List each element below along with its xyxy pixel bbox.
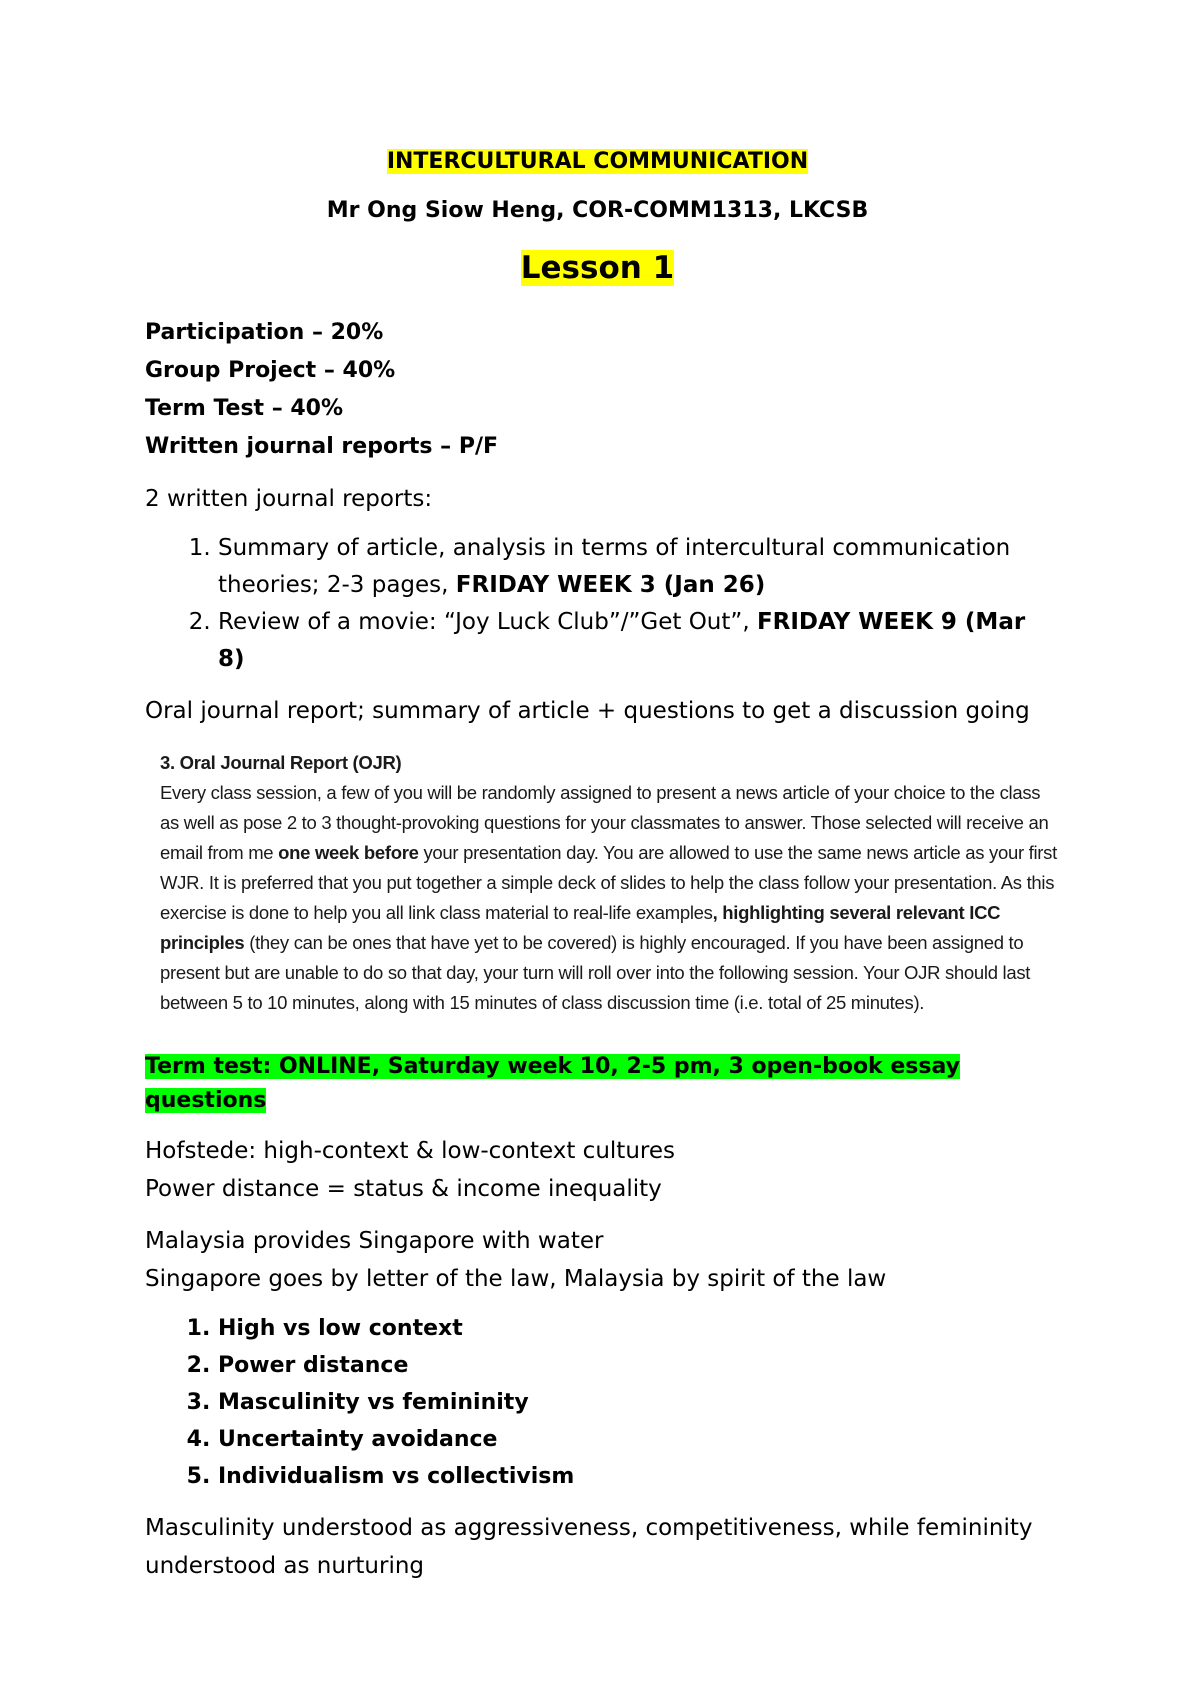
course-subtitle: Mr Ong Siow Heng, COR-COMM1313, LKCSB: [326, 198, 869, 223]
list-item: 2. Power distance: [218, 1347, 1050, 1384]
note-line: Power distance = status & income inequality: [145, 1176, 662, 1202]
grading-breakdown: [145, 314, 1050, 466]
closing-note: Masculinity understood as aggressiveness, competitiveness, while femininity understood as nurturing: [145, 1515, 1033, 1579]
ojr-bold-text: , highlighting several relevant ICC principles: [160, 902, 1001, 953]
lesson-heading: [145, 246, 1050, 290]
term-test-highlight: Term test: ONLINE, Saturday week 10, 2-5 pm, 3 open-book essay questions: [145, 1054, 960, 1113]
report-description: Review of a movie: “Joy Luck Club”/”Get Out”,: [218, 609, 757, 635]
grading-item: Group Project – 40%: [145, 358, 396, 383]
grading-item: Term Test – 40%: [145, 396, 344, 421]
list-item: 5. Individualism vs collectivism: [218, 1458, 1050, 1495]
written-reports-list: [145, 530, 1050, 678]
list-item: [218, 604, 1050, 678]
ojr-body: [160, 778, 1060, 1018]
note-line: Singapore goes by letter of the law, Malaysia by spirit of the law: [145, 1266, 887, 1292]
ojr-text: Every class session, a few of you will be randomly assigned to present a news article of your choice to the class as well as pose 2 to 3 thought-provoking questions for your classmates to answer. Those selected will receive an email from me: [160, 782, 1049, 863]
ojr-excerpt-image: [160, 748, 1060, 1018]
list-item: 4. Uncertainty avoidance: [218, 1421, 1050, 1458]
list-item: [218, 530, 1050, 604]
notes-hofstede: [145, 1132, 1050, 1208]
report-description: Summary of article, analysis in terms of intercultural communication theories; 2-3 pages,: [218, 535, 1011, 598]
lesson-highlight: Lesson 1: [520, 250, 675, 286]
report-deadline: FRIDAY WEEK 9 (Mar 8): [218, 609, 1026, 672]
grading-item: Written journal reports – P/F: [145, 434, 499, 459]
ojr-bold-text: one week before: [278, 842, 419, 863]
term-test-line: [145, 1050, 1050, 1118]
note-line: Malaysia provides Singapore with water: [145, 1228, 604, 1254]
dimensions-list: [145, 1310, 1050, 1495]
grading-item: Participation – 20%: [145, 320, 384, 345]
ojr-text: (they can be ones that have yet to be covered) is highly encouraged. If you have been assigned to present but are unable to do so that day, your turn will roll over into the following session. Your OJR should last between 5 to 10 minutes, along with 15 minutes of class discussion time (i.e. total of 25 minutes).: [160, 932, 1031, 1013]
ojr-title: 3. Oral Journal Report (OJR): [160, 752, 402, 773]
oral-report-note: Oral journal report; summary of article + questions to get a discussion going: [145, 698, 1030, 724]
written-reports-intro: 2 written journal reports:: [145, 486, 433, 512]
list-item: 1. High vs low context: [218, 1310, 1050, 1347]
list-item: 3. Masculinity vs femininity: [218, 1384, 1050, 1421]
report-deadline: FRIDAY WEEK 3 (Jan 26): [455, 572, 766, 598]
note-line: Hofstede: high-context & low-context cultures: [145, 1138, 675, 1164]
notes-malaysia-singapore: [145, 1222, 1050, 1298]
document-title: [145, 0, 1050, 178]
title-highlight: INTERCULTURAL COMMUNICATION: [386, 149, 809, 174]
ojr-text: your presentation day. You are allowed to use the same news article as your first WJR. It is preferred that you put together a simple deck of slides to help the class follow your presentation. As this exercise is done to help you all link class material to real-life examples: [160, 842, 1057, 923]
